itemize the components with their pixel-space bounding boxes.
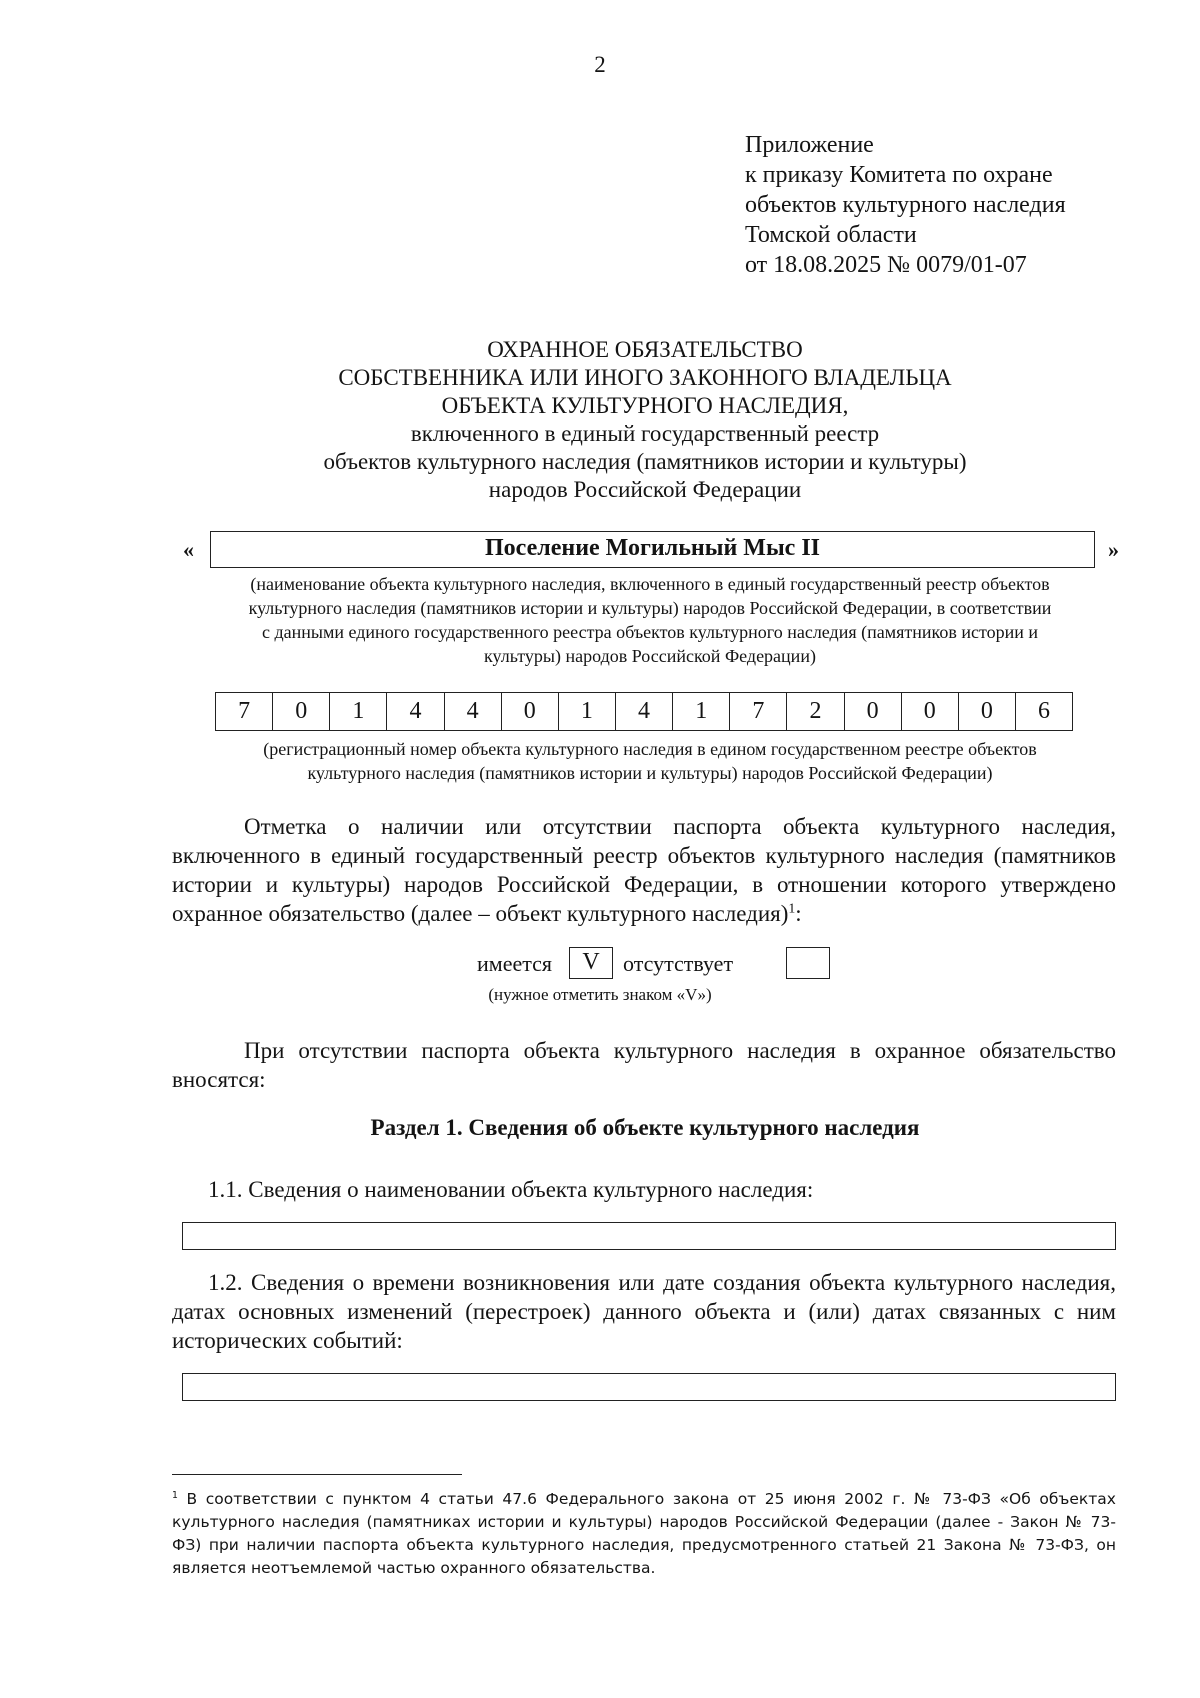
registration-digit-cell: 2 [787,693,844,730]
appendix-line: Томской области [745,222,917,248]
registration-digit-cell: 7 [216,693,273,730]
title-line: объектов культурного наследия (памятников истории и культуры) [323,449,967,474]
footnote [172,1488,1116,1580]
appendix-block [745,130,1066,280]
caption-line: культуры) народов Российской Федерации) [484,646,816,666]
absent-label: отсутствует [623,951,734,976]
registration-digit-cell: 4 [445,693,502,730]
item-1-2-number: 1.2. [208,1270,243,1295]
caption-line: (регистрационный номер объекта культурного наследия в едином государственном реестре объектов [263,739,1037,759]
section-heading: Раздел 1. Сведения об объекте культурного наследия [370,1115,920,1140]
absence-paragraph: При отсутствии паспорта объекта культурного наследия в охранное обязательство вносятся: [172,1038,1116,1092]
object-name-field: Поселение Могильный Мыс II [210,531,1095,568]
item-1-2-field[interactable] [182,1373,1116,1401]
registration-digit-cell: 0 [502,693,559,730]
item-1-1-field[interactable] [182,1222,1116,1250]
footnote-divider [172,1474,462,1475]
item-1-2-paragraph [172,1268,1116,1355]
absent-checkbox[interactable] [786,947,830,979]
passport-note-text: Отметка о наличии или отсутствии паспорта объекта культурного наследия, включенного в единый государственный реестр объектов культурного наследия (памятников истории и культуры) народов Российской Федерации, в отношении которого утверждено охранное обязательство (далее – объект культурного наследия) [172,814,1116,926]
appendix-line: Приложение [745,132,874,158]
object-name-caption [195,572,1105,668]
item-1-2-text: Сведения о времени возникновения или дате создания объекта культурного наследия, датах основных изменений (перестроек) данного объекта и (или) датах связанных с ним исторических событий: [172,1270,1117,1353]
footnote-ref: 1 [788,900,796,916]
title-line: СОБСТВЕННИКА ИЛИ ИНОГО ЗАКОННОГО ВЛАДЕЛЬЦА [338,365,952,390]
registration-digit-cell: 0 [959,693,1016,730]
present-label: имеется [477,951,552,976]
registration-digit-cell: 6 [1038,698,1051,724]
footnote-mark: 1 [172,1489,178,1501]
registration-number-grid [215,692,1073,731]
registration-digit-cell: 0 [902,693,959,730]
registration-digit-cell: 7 [730,693,787,730]
appendix-line: к приказу Комитета по охране [745,162,1053,188]
passport-note-colon: : [795,901,802,926]
present-checkbox[interactable]: V [569,947,613,979]
footnote-text: В соответствии с пунктом 4 статьи 47.6 Федерального закона от 25 июня 2002 г. № 73-ФЗ «Об объектах культурного наследия (памятниках истории и культуры) народов Российской Федерации (далее - Закон № 73-ФЗ) при наличии паспорта объекта культурного наследия, предусмотренного статьей 21 Закона № 73-ФЗ, он является неотъемлемой частью охранного обязательства. [172,1490,1116,1577]
title-line: ОХРАННОЕ ОБЯЗАТЕЛЬСТВО [487,337,803,362]
passport-note-paragraph [172,812,1116,928]
appendix-line: объектов культурного наследия [745,192,1066,218]
caption-line: культурного наследия (памятников истории и культуры) народов Российской Федерации) [307,763,993,783]
page-number: 2 [594,52,606,77]
registration-digit-cell: 1 [330,693,387,730]
caption-line: (наименование объекта культурного наследия, включенного в единый государственный реестр объектов [250,574,1050,594]
registration-digit-cell: 0 [845,693,902,730]
registration-digit-cell: 0 [273,693,330,730]
registration-digit-cell: 4 [616,693,673,730]
caption-line: культурного наследия (памятников истории и культуры) народов Российской Федерации, в соответствии [248,598,1052,618]
quote-open: « [183,537,194,562]
registration-digit-cell: 4 [387,693,444,730]
title-line: ОБЪЕКТА КУЛЬТУРНОГО НАСЛЕДИЯ, [441,393,849,418]
title-line: включенного в единый государственный реестр [410,421,880,446]
registration-caption [195,737,1105,785]
quote-close: » [1108,537,1119,562]
appendix-line: от 18.08.2025 № 0079/01-07 [745,252,1027,278]
registration-digit-cell: 1 [559,693,616,730]
registration-digit-cell: 1 [673,693,730,730]
caption-line: с данными единого государственного реестра объектов культурного наследия (памятников истории и [261,622,1039,642]
item-1-1-label: 1.1. Сведения о наименовании объекта культурного наследия: [208,1177,814,1202]
checkbox-hint: (нужное отметить знаком «V») [488,985,712,1004]
title-line: народов Российской Федерации [488,477,802,502]
document-title [0,336,1200,504]
